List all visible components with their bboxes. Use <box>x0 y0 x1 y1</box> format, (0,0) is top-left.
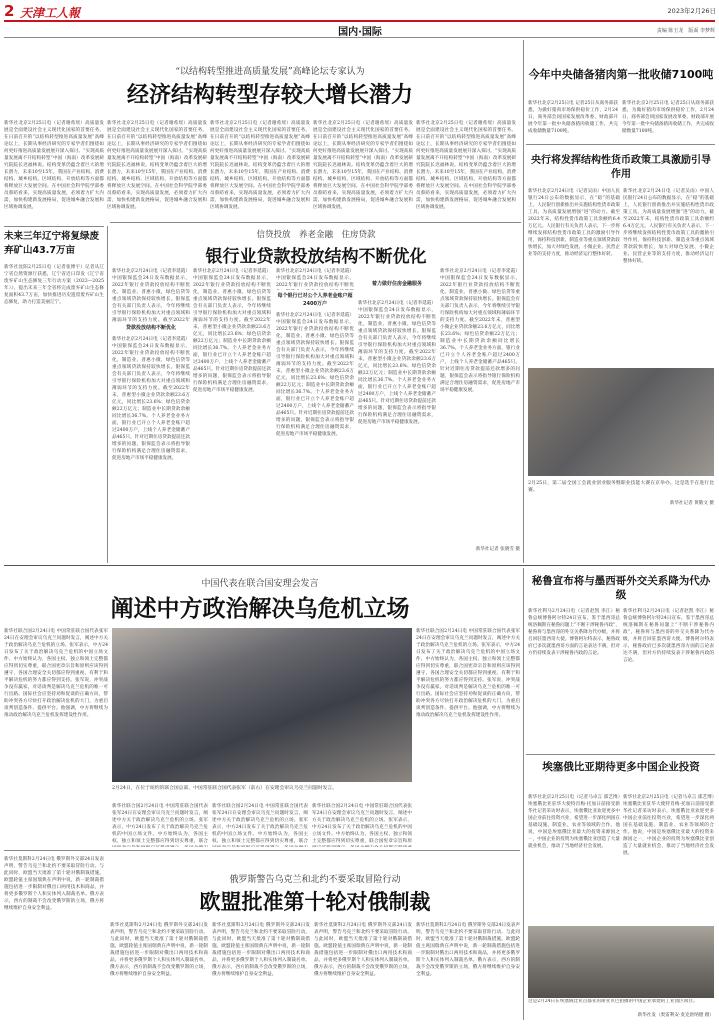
article-body: 新华社北京2月25日电（记者谢希瑶）高质量发展是全面建设社会主义现代化国家的首要任务。在日前召开的“以结构转型推进高质量发展”高峰论坛上，长期从事经济研究的专家学者们围绕如何更好推进高质量发展展开深入探讨。“实现高质量发展离不开结构转型”中国（海南）改革发展研究院院长迟福林说。结构变革仍蕴含着巨大的增长潜力，未来10至15年，我国在产业结构、消费结构、城乡结构、区域结构、开放结构等方面都将释放巨大发展空间。在中国社会科学院学部委员蔡昉看来，实现高质量发展，必须着力扩大内需，加快构建新发展格局，促进城乡融合发展和区域协调发展。 <box>416 121 516 210</box>
photo-caption: 2月24日，在位于纽约的联合国总部，中国常驻联合国代表张军（前右）在安理会审议乌克兰问题时发言。 <box>112 786 338 791</box>
article-body: 新华社北京2月24日电（记者李延霞）中国银保监会24日发布数据显示，2022年银行业贷款投放结构不断优 <box>276 269 354 288</box>
photo-credit: 新华社记者 黄敬文 摄 <box>669 501 714 506</box>
article-body: 新华社北京2月24日电（记者李延霞）中国银保监会24日发布数据显示，2022年银行业贷款投放结构不断优化，制造业、普惠小微、绿色信贷等重点领域贷款保持较快增长。银保监会有关部门负责人表示，今年将继续引导银行保险机构加大对重点领域和薄弱环节的支持力度。截至2022年末，普惠型小微企业贷款余额23.6万亿元，同比增长23.6%；绿色信贷余额22万亿元；制造业中长期贷款余额同比增长36.7%。个人养老金业务方面，银行业已开立个人养老金账户超过2400万户，上线个人养老金储蓄产品465只。针对近期住房贷款提前还款增多的问题，银保监会表示将指导银行保险机构满足合理住房融资需求，促进房地产市场平稳健康发展。 <box>193 269 271 393</box>
article-subhead: 贷款投放结构不断优化 <box>125 325 176 331</box>
news-photo <box>528 926 714 998</box>
article-kicker: 俄罗斯警告乌克兰和北约不要采取冒险行动 <box>229 875 401 884</box>
article-subhead: 每个银行已对公个人养老金账户超2400万户 <box>277 293 353 307</box>
article-body: 新华社北京2月24日电（记者李延霞）中国银保监会24日发布数据显示，2022年银行业贷款投放结构不断优化，制造业、普惠小微、绿色信贷等重点领域贷款保持较快增长。银保监会有关部门负责人表示，今年将继续引导银行保险机构加大对重点领域和薄弱环节的支持力度。截至2022年 <box>112 269 190 322</box>
section-divider <box>4 850 520 851</box>
section-divider <box>526 144 715 145</box>
article-headline: 秘鲁宣布将与墨西哥外交关系降为代办级 <box>531 575 711 601</box>
article-body: 新华社莫斯科2月24日电 俄罗斯外交部24日发表声明，警告乌克兰和北约不要采取冒险行动。与此同时，欧盟当天批准了第十轮对俄制裁措施。欧盟轮值主席国瑞典在声明中说，新一轮制裁措施包括进一步限制对俄出口两用技术和商品，并将更多俄罗斯个人和实体列入制裁名单。俄方表示，西方的制裁不会改变俄罗斯的立场，俄方将继续维护自身安全利益。 <box>4 857 104 911</box>
article-body: 新华社北京2月24日电（记者李延霞）中国银保监会24日发布数据显示，2022年银行业贷款投放结构不断优化，制造业、普惠小微、绿色信贷等重点领域贷款保持较快增长。银保监会有关部门负责人表示，今年将继续引导银行保险机构加大对重点领域和薄弱环节的支持力度。截至2022年末，普惠型小微企业贷款余额23.6万亿元，同比增长23.6%；绿色信贷余额22万亿元；制造业中长期贷款余额同比增长36.7%。个人养老金业务方面，银行业已开立个人养老金账户超过2400万户，上线个人养老金储蓄产品465只。针对近期住房贷款提前还款增多的问题，银保监会表示将指导银行保险机构满足合理住房融资需求，促进房地产市场平稳健康发展。 <box>358 301 436 425</box>
article-kicker: 中国代表在联合国安理会发言 <box>201 579 319 588</box>
section-divider <box>110 222 521 223</box>
photo-caption: 这是2月24日在埃塞俄比亚首都亚的斯亚贝巴拍摄的中国企业承建的工业园区项目。 <box>528 999 698 1004</box>
article-body: 新华社北京2月25日电 记者25日从商务部获悉，为做好猪肉市场保供稳价工作，2月24日，商务部会同国家发展改革委、财政部开展今年第一批中央储备猪肉收储工作，共完成收储数量7100吨。 <box>622 101 714 134</box>
photo-caption: 2月25日，第二届全国工会就业创业服务暨职业技能大赛在京举办。这是选手在进行比赛。 <box>528 481 714 493</box>
article-body: 新华社北京2月24日电（记者李延霞）中国银保监会24日发布数据显示，2022年银行业贷款投放结构不断优化，制造业、普惠小微、绿色信贷等重点领域贷款保持较快增长。银保监会有关部门负责人表示，今年将继续引导银行保险机构加大对重点领域和薄弱环节的支持力度。截至2022年末，普惠型小微企业贷款余额23.6万亿元，同比增长23.6%；绿色信贷余额22万亿元；制造业中长期贷款余额同比增长36.7%。个人养老金业务方面，银行业已开立个人养老金账户超过2400万户，上线个人养老金储蓄产品465只。针对近期住房贷款提前还款增多的问题，银保监会表示将指导银行保险机构满足合理住房融资需求，促进房地产市场平稳健康发展。 <box>112 337 190 461</box>
news-photo <box>112 628 412 782</box>
article-body: 新华社联合国2月24日电 中国常驻联合国代表张军24日在安理会审议乌克兰问题时发言，阐述中方关于政治解决乌克兰危机的立场。张军表示，中方24日发布了关于政治解决乌克兰危机的中国立场文件。中方始终认为，各国主权、独立和领土完整都应得到切实尊重，联合国宪章宗旨和原则应该得到遵守，各国合理安全关切都应得到重视，有利于和平解决危机的努力都应得到支持。张军说，冲突战争没有赢家，对话谈判是解决乌克兰危机的唯一可行出路。国际社会应坚持劝和促谈的正确方向，帮助冲突各方尽快打开政治解决危机的大门，为重启谈判创造条件、提供平台。他强调，中方将继续为推动政治解决乌克兰危机发挥建设性作用。 <box>416 629 520 718</box>
page-number: 2 <box>4 2 15 20</box>
article-body: 新华社北京2月24日电（记者李延霞）中国银保监会24日发布数据显示，2022年银行业贷款投放结构不断优化，制造业、普惠小微、绿色信贷等重点领域贷款保持较快增长。银保监会有关部门负责人表示，今年将继续引导银行保险机构加大对重点领域和薄弱环节的支持力度。截至2022年末，普惠型小微企业贷款余额23.6万亿元，同比增长23.6%；绿色信贷余额22万亿元；制造业中长期贷款余额同比增长36.7%。个人养老金业务方面，银行业已开立个人养老金账户超过2400万户，上线个人养老金储蓄产品465只。针对近期住房贷款提前还款增多的问题，银保监会表示将指导银行保险机构满足合理住房融资需求，促进房地产市场平稳健康发展。 <box>440 269 520 393</box>
article-body: 新华社莫斯科2月24日电 俄罗斯外交部24日发表声明，警告乌克兰和北约不要采取冒险行动。与此同时，欧盟当天批准了第十轮对俄制裁措施。欧盟轮值主席国瑞典在声明中说，新一轮制裁措施包括进一步限制对俄出口两用技术和商品，并将更多俄罗斯个人和实体列入制裁名单。俄方表示，西方的制裁不会改变俄罗斯的立场，俄方将继续维护自身安全利益。 <box>314 923 412 977</box>
article-body: 新华社北京2月25日电 记者25日从商务部获悉，为做好猪肉市场保供稳价工作，2月24日，商务部会同国家发展改革委、财政部开展今年第一批中央储备猪肉收储工作，共完成收储数量7100吨。 <box>528 101 618 134</box>
article-body: 新华社北京2月25日电（记者谢希瑶）高质量发展是全面建设社会主义现代化国家的首要任务。在日前召开的“以结构转型推进高质量发展”高峰论坛上，长期从事经济研究的专家学者们围绕如何更好推进高质量发展展开深入探讨。“实现高质量发展离不开结构转型”中国（海南）改革发展研究院院长迟福林说。结构变革仍蕴含着巨大的增长潜力，未来10至15年，我国在产业结构、消费结构、城乡结构、区域结构、开放结构等方面都将释放巨大发展空间。在中国社会科学院学部委员蔡昉看来，实现高质量发展，必须着力扩大内需，加快构建新发展格局，促进城乡融合发展和区域协调发展。 <box>210 121 310 210</box>
article-body: 新华社北京2月24日电（记者李延霞）中国银保监会24日发布数据显示，2022年银行业贷款投放结构不断优化，制造业、普惠小微、绿色信贷等重点领域贷款保持较快增长。银保监会有关部门负责人表示，今年将继续引导银行保险机构加大对重点领域和薄弱环节的支持力度。截至2022年末，普惠型小微企业贷款余额23.6万亿元，同比增长23.6%；绿色信贷余额22万亿元；制造业中长期贷款余额同比增长36.7%。个人养老金业务方面，银行业已开立个人养老金账户超过2400万户，上线个人养老金储蓄产品465只。针对近期住房贷款提前还款增多的问题，银保监会表示将指导银行保险机构满足合理住房融资需求，促进房地产市场平稳健康发展。 <box>276 313 354 437</box>
section-title: 国内·国际 <box>338 27 382 37</box>
article-body: 新华社联合国2月24日电 中国常驻联合国代表张军24日在安理会审议乌克兰问题时发言，阐述中方关于政治解决乌克兰危机的立场。张军表示，中方24日发布了关于政治解决乌克兰危机的中国立场文件。中方始终认为，各国主权、独立和领土完整都应得到切实尊重，联合国宪章宗旨和原 <box>312 804 412 844</box>
article-body: 新华社北京2月25日电（记者马卓言 邵艺博）埃塞俄比亚驻华大使特肖梅·托加日前接受新华社记者采访时表示，埃塞俄比亚欢迎更多中国企业前往投资兴业，希望进一步深化两国在基础设施、制造业、农业等领域的合作。他说，中国是埃塞俄比亚最大的投资来源国之一，中国企业的投资为埃塞俄比亚创造了大量就业机会，推动了当地经济社会发展。 <box>528 795 620 849</box>
article-body: 新华社北京2月25日电（记者马卓言 邵艺博）埃塞俄比亚驻华大使特肖梅·托加日前接受新华社记者采访时表示，埃塞俄比亚欢迎更多中国企业前往投资兴业，希望进一步深化两国在基础设施、制造业、农业等领域的合作。他说，中国是埃塞俄比亚最大的投资来源国之一，中国企业的投资为埃塞俄比亚创造了大量就业机会，推动了当地经济社会发展。 <box>623 795 714 856</box>
paper-name: 天津工人報 <box>20 6 81 20</box>
article-body: 新华社利马2月24日电（记者赵凯 李江）秘鲁总统博鲁阿尔特24日宣布，鉴于墨西哥总统洛佩斯在秘鲁问题上“不断干涉秘鲁内政”，秘鲁将与墨西哥的外交关系降为代办级，并将召回驻墨西哥大使。博鲁阿尔特表示，秘鲁政府已多次就墨西哥方面的言论表达不满，但对方仍持续发表干涉秘鲁内政的言论。 <box>528 609 620 656</box>
article-body: 新华社联合国2月24日电 中国常驻联合国代表张军24日在安理会审议乌克兰问题时发言，阐述中方关于政治解决乌克兰危机的立场。张军表示，中方24日发布了关于政治解决乌克兰危机的中国立场文件。中方始终认为，各国主权、独立和领土完整都应得到切实尊重，联合 <box>112 804 208 844</box>
article-body: 新华社沈阳2月25日电（记者张博宇）记者从辽宁省自然资源厅获悉，辽宁省近日印发《辽宁省废弃矿山生态修复三年行动方案（2023—2025年）》，提出未来三年全省将完成废弃矿山生态修复面积43.7万亩，加快推进历史遗留废弃矿山生态修复，助力打造美丽辽宁。 <box>4 265 104 305</box>
section-divider <box>4 565 715 566</box>
page-editors: 责编 陈玉龙 版面 李梦辉 <box>656 28 715 34</box>
article-body: 新华社北京2月25日电（记者谢希瑶）高质量发展是全面建设社会主义现代化国家的首要任务。在日前召开的“以结构转型推进高质量发展”高峰论坛上，长期从事经济研究的专家学者们围绕如何更好推进高质量发展展开深入探讨。“实现高质量发展离不开结构转型”中国（海南）改革发展研究院院长迟福林说。结构变革仍蕴含着巨大的增长潜力，未来10至15年，我国在产业结构、消费结构、城乡结构、区域结构、开放结构等方面都将释放巨大发展空间。在中国社会科学院学部委员蔡昉看来，实现高质量发展，必须着力扩大内需，加快构建新发展格局，促进城乡融合发展和区域协调发展。 <box>313 121 413 210</box>
news-photo <box>528 368 714 476</box>
article-body: 新华社联合国2月24日电 中国常驻联合国代表张军24日在安理会审议乌克兰问题时发言，阐述中方关于政治解决乌克兰危机的立场。张军表示，中方24日发布了关于政治解决乌克兰危机的中国立场文件。中方始终认为，各国主权、独立和领土完整都应得到切实尊重，联合 <box>212 804 308 844</box>
issue-date: 2023年2月26日 <box>667 7 716 15</box>
article-body: 新华社联合国2月24日电 中国常驻联合国代表张军24日在安理会审议乌克兰问题时发言，阐述中方关于政治解决乌克兰危机的立场。张军表示，中方24日发布了关于政治解决乌克兰危机的中国立场文件。中方始终认为，各国主权、独立和领土完整都应得到切实尊重，联合国宪章宗旨和原则应该得到遵守，各国合理安全关切都应得到重视，有利于和平解决危机的努力都应得到支持。张军说，冲突战争没有赢家，对话谈判是解决乌克兰危机的唯一可行出路。国际社会应坚持劝和促谈的正确方向，帮助冲突各方尽快打开政治解决危机的大门，为重启谈判创造条件、提供平台。他强调，中方将继续为推动政治解决乌克兰危机发挥建设性作用。 <box>4 629 108 718</box>
article-body: 新华社北京2月24日电（记者吴雨）中国人民银行24日公布的数据显示，在“稳”的基础上，人民银行创新推出并实施结构性货币政策工具，为高质量发展增强“进”的动力。截至2022年末，结构性货币政策工具余额约6.4万亿元。人民银行有关负责人表示，下一步将继续发挥结构性货币政策工具的激励引导作用，保持科技创新、制造业等重点领域贷款较快增长，加大对绿色发展、小微企业、民营企业等的支持力度，推动经济运行整体好转。 <box>528 189 620 257</box>
article-headline: 阐述中方政治解决乌危机立场 <box>110 596 410 620</box>
section-divider <box>4 226 104 227</box>
column-divider <box>523 40 524 563</box>
article-body: 新华社北京2月25日电（记者谢希瑶）高质量发展是全面建设社会主义现代化国家的首要任务。在日前召开的“以结构转型推进高质量发展”高峰论坛上，长期从事经济研究的专家学者们围绕如何更好推进高质量发展展开深入探讨。“实现高质量发展离不开结构转型”中国（海南）改革发展研究院院长迟福林说。结构变革仍蕴含着巨大的增长潜力，未来10至15年，我国在产业结构、消费结构、城乡结构、区域结构、开放结构等方面都将释放巨大发展空间。在中国社会科学院学部委员蔡昉看来，实现高质量发展，必须着力扩大内需，加快构建新发展格局，促进城乡融合发展和区域协调发展。 <box>107 121 207 210</box>
article-body: 新华社莫斯科2月24日电 俄罗斯外交部24日发表声明，警告乌克兰和北约不要采取冒险行动。与此同时，欧盟当天批准了第十轮对俄制裁措施。欧盟轮值主席国瑞典在声明中说，新一轮制裁措施包括进一步限制对俄出口两用技术和商品，并将更多俄罗斯个人和实体列入制裁名单。俄方表示，西方的制裁不会改变俄罗斯的立场，俄方将继续维护自身安全利益。 <box>416 923 520 977</box>
article-headline: 央行将发挥结构性货币政策工具激励引导作用 <box>531 155 711 180</box>
column-divider <box>107 226 108 563</box>
masthead-rule <box>4 20 715 22</box>
section-divider <box>526 754 715 755</box>
article-headline: 埃塞俄比亚期待更多中国企业投资 <box>542 761 700 773</box>
article-body: 新华社北京2月24日电（记者吴雨）中国人民银行24日公布的数据显示，在“稳”的基础上，人民银行创新推出并实施结构性货币政策工具，为高质量发展增强“进”的动力。截至2022年末，结构性货币政策工具余额约6.4万亿元。人民银行有关负责人表示，下一步将继续发挥结构性货币政策工具的激励引导作用，保持科技创新、制造业等重点领域贷款较快增长，加大对绿色发展、小微企业、民营企业等的支持力度，推动经济运行整体好转。 <box>623 189 714 264</box>
article-headline: 欧盟批准第十轮对俄制裁 <box>199 890 431 914</box>
article-body: 新华社利马2月24日电（记者赵凯 李江）秘鲁总统博鲁阿尔特24日宣布，鉴于墨西哥总统洛佩斯在秘鲁问题上“不断干涉秘鲁内政”，秘鲁将与墨西哥的外交关系降为代办级，并将召回驻墨西哥大使。博鲁阿尔特表示，秘鲁政府已多次就墨西哥方面的言论表达不满，但对方仍持续发表干涉秘鲁内政的言论。 <box>623 609 714 663</box>
article-subhead: 着力做好住房金融服务 <box>371 281 422 287</box>
article-headline: 银行业贷款投放结构不断优化 <box>205 247 427 264</box>
photo-credit: 新华社发（奥雷利安·麦克唐纳德 摄） <box>637 1013 714 1018</box>
article-body: 新华社莫斯科2月24日电 俄罗斯外交部24日发表声明，警告乌克兰和北约不要采取冒险行动。与此同时，欧盟当天批准了第十轮对俄制裁措施。欧盟轮值主席国瑞典在声明中说，新一轮制裁措施包括进一步限制对俄出口两用技术和商品，并将更多俄罗斯个人和实体列入制裁名单。俄方表示，西方的制裁不会改变俄罗斯的立场，俄方将继续维护自身安全利益。 <box>212 923 310 977</box>
article-byline: 新华社记者 张晓雪 摄 <box>475 547 520 552</box>
column-divider <box>523 568 524 1020</box>
article-body: 新华社北京2月25日电（记者谢希瑶）高质量发展是全面建设社会主义现代化国家的首要任务。在日前召开的“以结构转型推进高质量发展”高峰论坛上，长期从事经济研究的专家学者们围绕如何更好推进高质量发展展开深入探讨。“实现高质量发展离不开结构转型”中国（海南）改革发展研究院院长迟福林说。结构变革仍蕴含着巨大的增长潜力，未来10至15年，我国在产业结构、消费结构、城乡结构、区域结构、开放结构等方面都将释放巨大发展空间。在中国社会科学院学部委员蔡昉看来，实现高质量发展，必须着力扩大内需，加快构建新发展格局，促进城乡融合发展和区域协调发展。 <box>4 121 104 210</box>
masthead-rule-thin <box>4 37 715 38</box>
article-kicker: “以结构转型推进高质量发展”高峰论坛专家认为 <box>175 67 365 76</box>
article-kicker: 信贷投放 养老金融 住房贷款 <box>256 230 376 240</box>
article-body: 新华社莫斯科2月24日电 俄罗斯外交部24日发表声明，警告乌克兰和北约不要采取冒险行动。与此同时，欧盟当天批准了第十轮对俄制裁措施。欧盟轮值主席国瑞典在声明中说，新一轮制裁措施包括进一步限制对俄出口两用技术和商品，并将更多俄罗斯个人和实体列入制裁名单。俄方表示，西方的制裁不会改变俄罗斯的立场，俄方将继续维护自身安全利益。 <box>110 923 208 977</box>
article-headline: 经济结构转型存较大增长潜力 <box>126 83 413 106</box>
article-headline: 未来三年辽宁将复绿废弃矿山43.7万亩 <box>4 231 100 256</box>
article-headline: 今年中央储备猪肉第一批收储7100吨 <box>528 68 714 81</box>
